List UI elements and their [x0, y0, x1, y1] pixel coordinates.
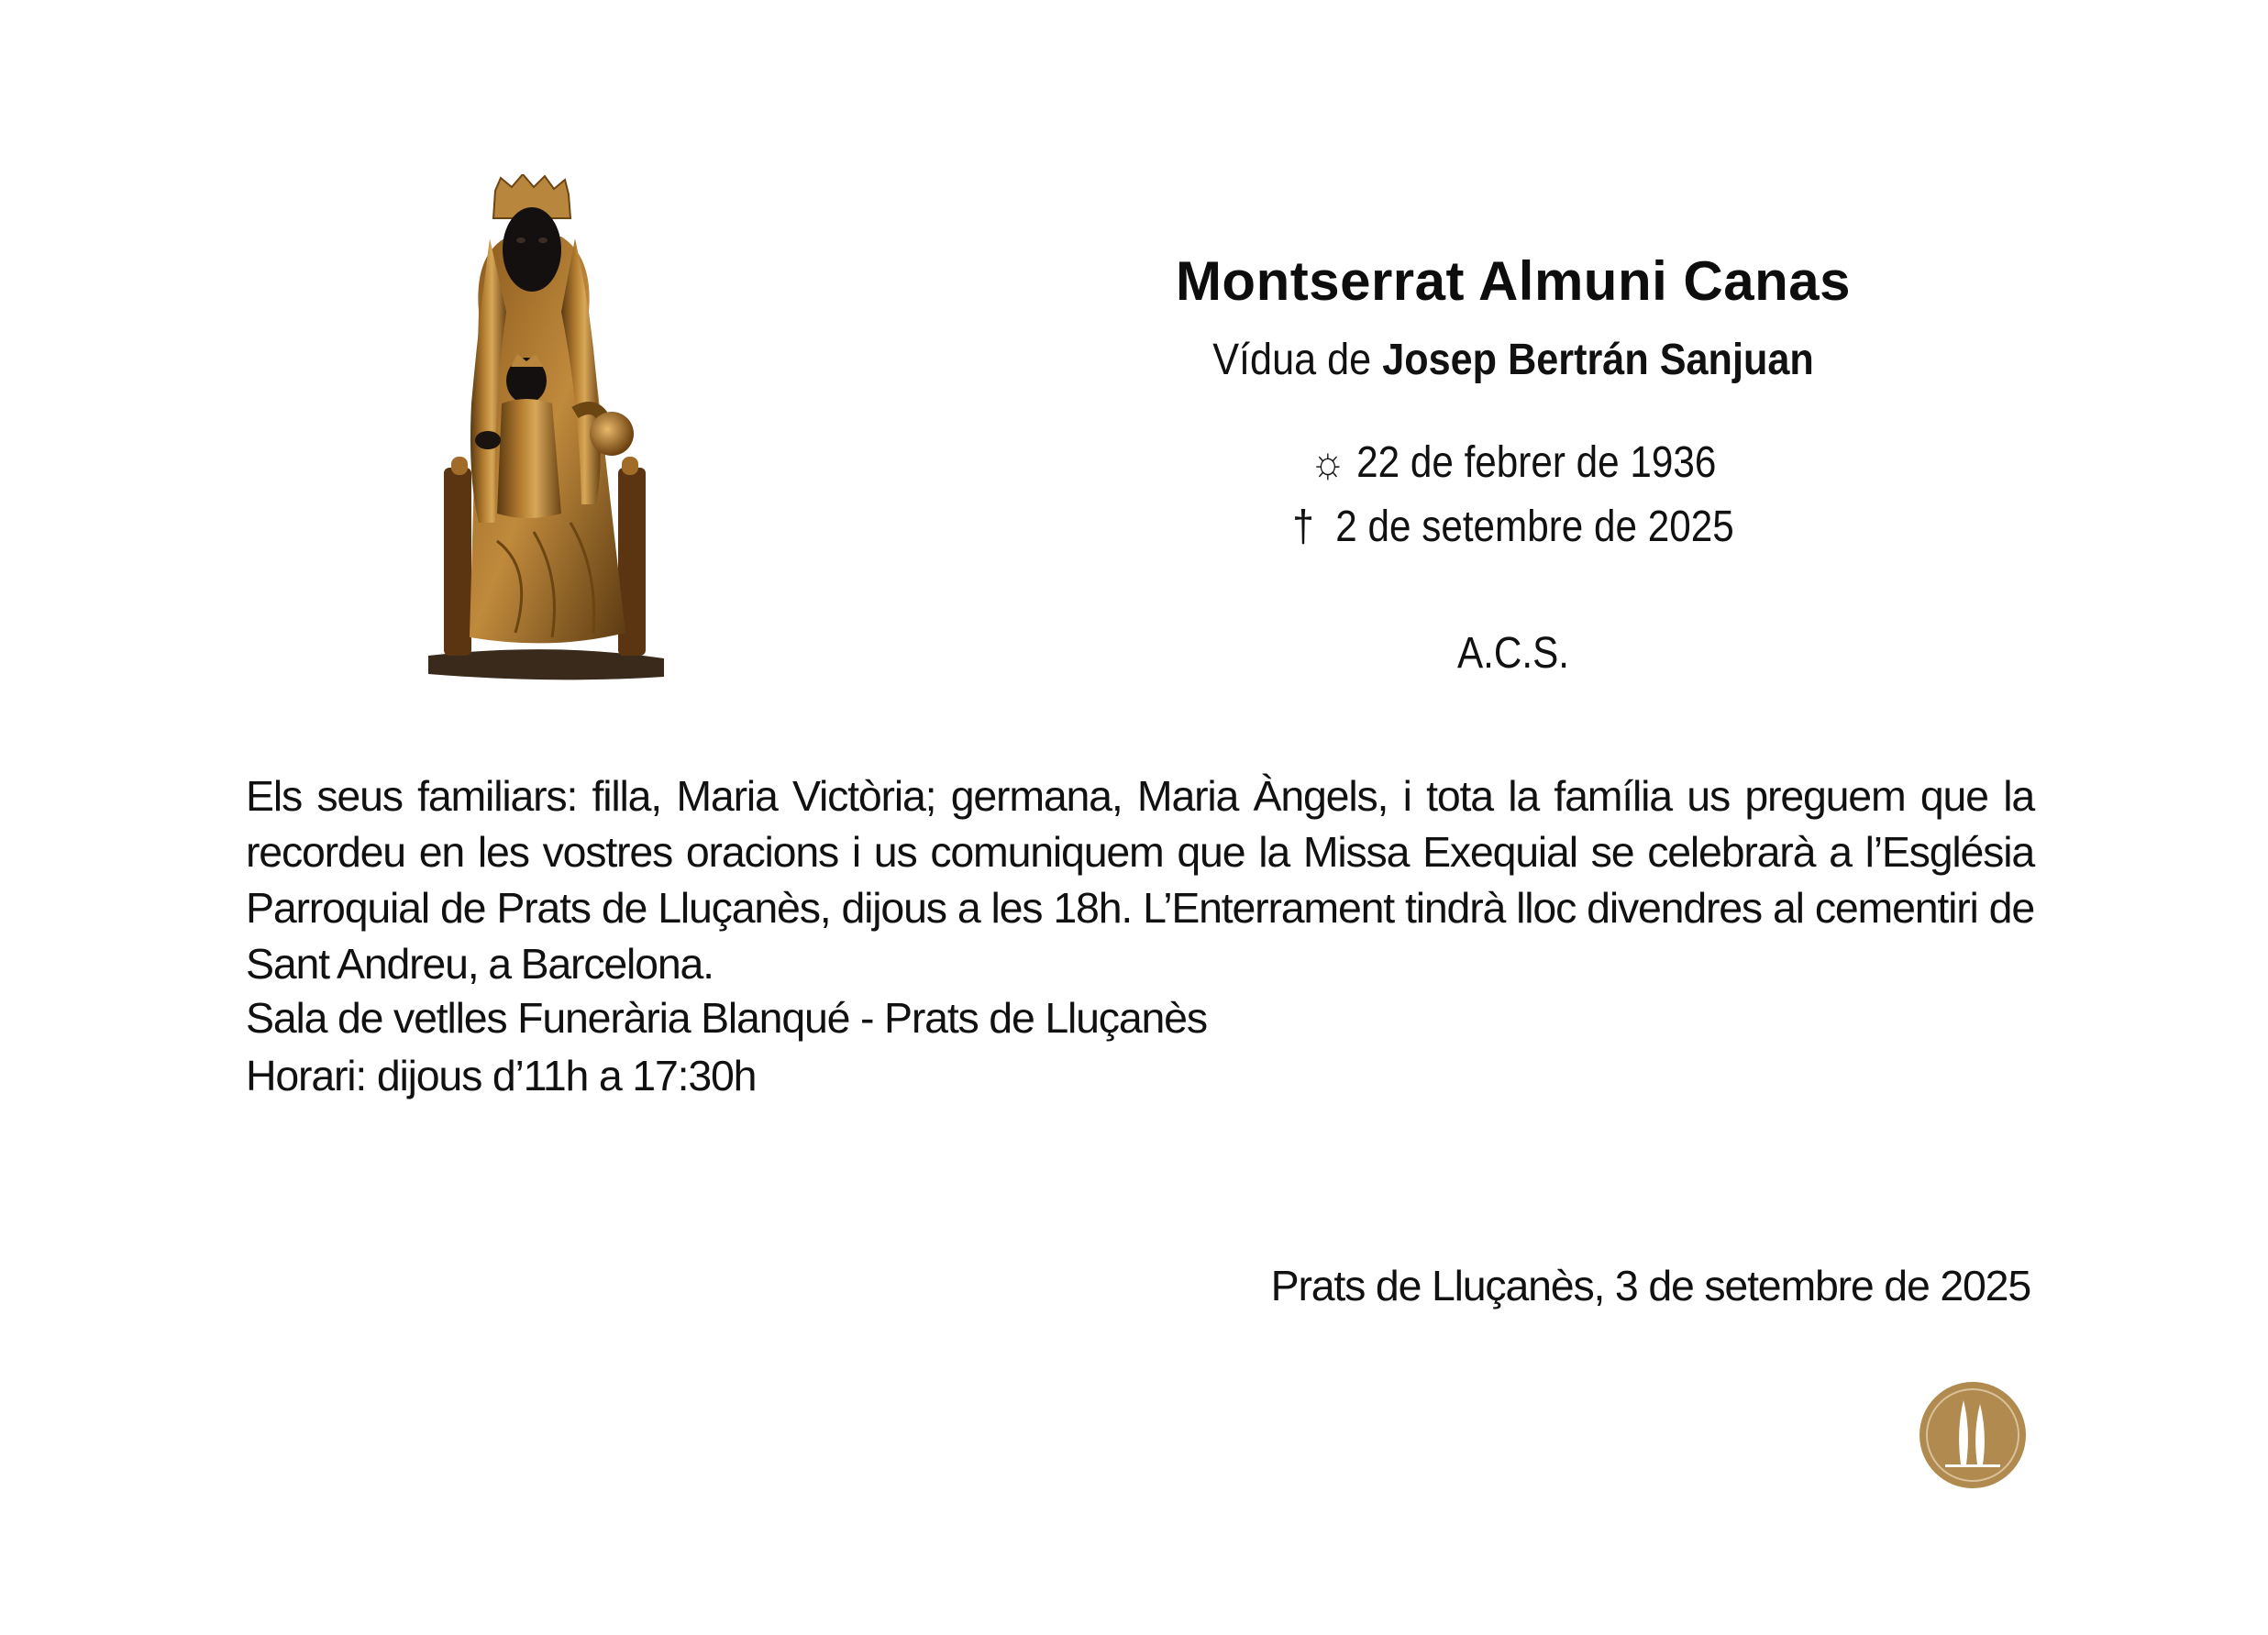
birth-date-line — [1110, 437, 1917, 488]
deceased-name: Montserrat Almuni Canas — [1175, 250, 1852, 312]
sun-icon: ☼ — [1310, 438, 1346, 487]
funeral-home-logo — [1918, 1380, 2028, 1490]
widow-line — [1101, 335, 1926, 385]
widow-prefix: Vídua de — [1212, 336, 1372, 384]
vigil-hours: Horari: dijous d’11h a 17:30h — [246, 1052, 757, 1099]
vigil-room: Sala de vetlles Funerària Blanqué - Prats de Lluçanès — [246, 994, 1207, 1042]
cross-icon: † — [1292, 503, 1314, 551]
spouse-name: Josep Bertrán Sanjuan — [1382, 336, 1814, 384]
death-date-line — [1110, 502, 1917, 552]
announcement-paragraph: Els seus familiars: filla, Maria Victòria; germana, Maria Àngels, i tota la família us preguem que la recordeu en les vostres oracions i us comuniquem que la Missa Exequial se celebrarà a l’Església Parroquial de Prats de Lluçanès, dijous a les 18h. L’Enterrament tindrà lloc divendres al cementiri de Sant Andreu, a Barcelona. — [246, 772, 2034, 988]
death-date: 2 de setembre de 2025 — [1335, 503, 1734, 551]
acs-text: A.C.S. — [1456, 629, 1570, 678]
place-date: Prats de Lluçanès, 3 de setembre de 2025 — [1270, 1262, 2030, 1309]
birth-date: 22 de febrer de 1936 — [1356, 438, 1717, 487]
virgin-statue-image — [424, 174, 680, 688]
